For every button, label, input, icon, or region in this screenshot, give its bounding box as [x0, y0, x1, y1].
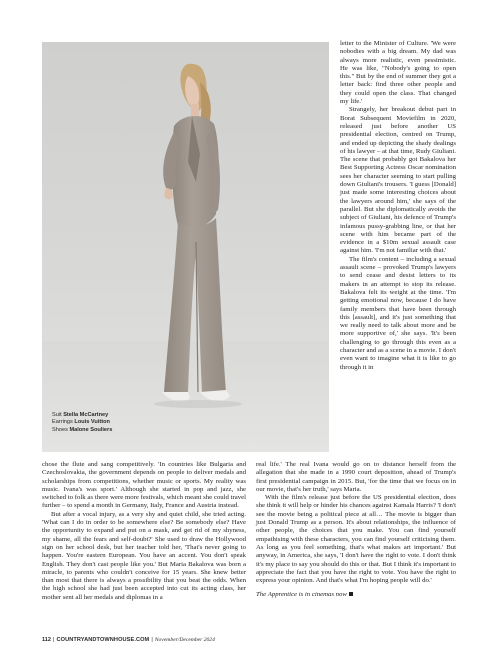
- fashion-credits: [52, 412, 172, 434]
- credit-suit: Suit Stella McCartney: [52, 412, 109, 418]
- page-footer: [42, 637, 215, 643]
- end-mark-icon: [349, 592, 353, 596]
- paragraph: The film's content – including a sexual assault scene – provoked Trump's lawyers to send cease and desist letters to its makers in an attempt to stop its release. Bakalova felt its weight at the time. 'I'm getting emotional now, because I do have family members that have been through this [assault], and it's just something that we really need to talk about more and be more supportive of,' she says. 'It's been challenging to go through this even as a character and as a scene in a movie. I don't even want to imagine what it is like to go through it in: [340, 255, 456, 371]
- tagline: The Apprentice is in cinemas now: [256, 591, 456, 599]
- paragraph: letter to the Minister of Culture. 'We were nobodies with a big dream. My dad was always more realistic, even pessimistic. He was like, "Nobody's going to open this." But by the end of summer they got a letter back: find three other people and they could open the class. That changed my life.': [340, 40, 456, 106]
- article-column-bottom-left: [42, 461, 246, 602]
- credit-shoes: Shoes Malone Souliers: [52, 426, 113, 433]
- article-column-right: [340, 40, 456, 372]
- paragraph: real life.' The real Ivana would go on to distance herself from the allegation that she made in a 1990 court deposition, ahead of Trump's first presidential campaign in 2015. But, 'for the time that we focus on in our movie, that's her truth,' says Maria.: [256, 461, 456, 493]
- footer-separator: |: [151, 637, 153, 643]
- paragraph: Strangely, her breakout debut part in Borat Subsequent Moviefilm in 2020, released just before another US presidential election, centred on Trump, and ended up depicting the shady dealings of his lawyer – at that time, Rudy Giuliani. The scene that probably got Bakalova her Best Supporting Actress Oscar nomination sees her character seeming to start pulling down Giuliani's trousers. 'I guess [Donald] just made some interesting choices about the lawyers around him,' she says of the parallel. But she diplomatically avoids the subject of Giuliani, his defence of Trump's infamous pussy-grabbing line, or that her scene with him became part of the evidence in a $10m sexual assault case against him. 'I'm not familiar with that.': [340, 106, 456, 255]
- paragraph: With the film's release just before the US presidential election, does she think it will help or hinder his chances against Kamala Harris? 'I don't see the movie being a political piece at all… The movie is bigger than just Donald Trump as a person. It's about relationships, the influence of other people, the choices that you make. You can find yourself empathising with these characters, you can find yourself criticising them. As long as you feel something, that's what makes art important.' But anyway, in America, she says, 'I don't have the right to vote. I don't think it's my place to say you should do this or that. But I think it's important to appreciate the fact that you have the right to vote. You have the right to express your opinion. And that's what I'm hoping people will do.': [256, 494, 456, 585]
- article-column-bottom-right: [256, 461, 456, 600]
- issue-date: November/December 2024: [154, 637, 215, 643]
- editorial-photo: [42, 42, 329, 452]
- paragraph: But after a vocal injury, as a very shy and quiet child, she tried acting. 'What can I do in order to be somewhere else? Be somebody else? Have the opportunity to expand and put on a mask, and get rid of my shyness, my shame, all the fears and self-doubt?' She used to draw the Hollywood sign on her school desk, but her teacher told her, 'That's never going to happen. You're eastern European. You have an accent. You don't speak English. They don't cast people like you.' But Maria Bakalova was born a miracle, to parents who couldn't conceive for 15 years. She knew better than most that there is always a possibility that you beat the odds. When the high school she had just been accepted into cut its acting class, her mother sent all her medals and diplomas in a: [42, 510, 246, 601]
- site-link[interactable]: COUNTRYANDTOWNHOUSE.COM: [56, 637, 150, 643]
- figure-illustration: [42, 42, 329, 452]
- credit-earrings: Earrings Louis Vuitton: [52, 419, 110, 426]
- footer-separator: |: [53, 637, 55, 643]
- page-number: 112: [42, 637, 52, 643]
- paragraph: chose the flute and sang competitively. 'In countries like Bulgaria and Czechoslovakia, the government depends on people to deliver medals and scholarships from competitions, whether music or sports. My reality was music. Ivana's was sport.' Although she started in pop and jazz, she switched to folk as there were more festivals, which meant she could travel further – to spend a month in Germany, Italy, France and Austria instead.: [42, 461, 246, 510]
